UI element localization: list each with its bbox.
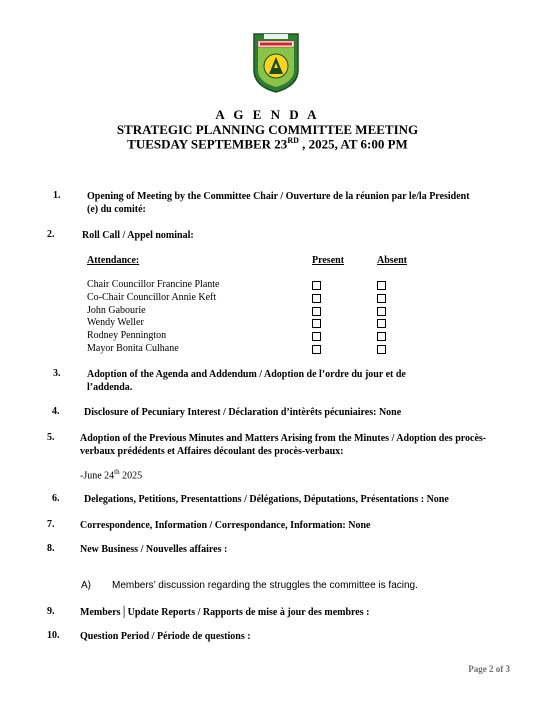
absent-checkbox[interactable] bbox=[377, 319, 386, 328]
absent-checkbox[interactable] bbox=[377, 294, 386, 303]
page-number: Page 2 of 3 bbox=[468, 664, 510, 674]
item-number: 4. bbox=[52, 406, 60, 417]
item-correspondence: Correspondence, Information / Correspondance, Information: None bbox=[80, 520, 371, 531]
absent-column-header: Absent bbox=[377, 255, 408, 266]
item-number: 10. bbox=[47, 630, 60, 641]
item-roll-call: Roll Call / Appel nominal: bbox=[82, 230, 194, 241]
present-checkbox[interactable] bbox=[312, 345, 321, 354]
item-delegations: Delegations, Petitions, Presentattions / Délégations, Députations, Présentations : None bbox=[84, 494, 449, 505]
meeting-date: TUESDAY SEPTEMBER 23RD , 2025, AT 6:00 PM bbox=[127, 136, 408, 152]
present-checkbox[interactable] bbox=[312, 332, 321, 341]
absent-checkbox[interactable] bbox=[377, 307, 386, 316]
attendance-header: Attendance: bbox=[87, 255, 140, 266]
absent-checkbox[interactable] bbox=[377, 281, 386, 290]
meeting-title: STRATEGIC PLANNING COMMITTEE MEETING bbox=[116, 122, 419, 137]
attendee-name: Wendy Weller bbox=[87, 317, 144, 328]
absent-checkbox[interactable] bbox=[377, 345, 386, 354]
absent-checkbox[interactable] bbox=[377, 332, 386, 341]
attendee-name: Co-Chair Councillor Annie Keft bbox=[87, 292, 217, 303]
attendee-name: Chair Councillor Francine Plante bbox=[87, 279, 220, 290]
agenda-title: A G E N D A bbox=[215, 107, 320, 122]
item-previous-minutes: Adoption of the Previous Minutes and Matters Arising from the Minutes / Adoption des procès-verbaux prédédents et Affaires découlant des procès-verbaux: bbox=[80, 433, 487, 457]
attendee-name: Rodney Pennington bbox=[87, 330, 167, 341]
item-number: 3. bbox=[53, 368, 61, 379]
item-number: 5. bbox=[47, 432, 55, 443]
minutes-date: -June 24th 2025 bbox=[80, 468, 143, 482]
item-opening-of-meeting: Opening of Meeting by the Committee Chair / Ouverture de la réunion par le/la President (e) du comité: bbox=[87, 191, 470, 215]
item-number: 9. bbox=[47, 606, 55, 617]
item-new-business: New Business / Nouvelles affaires : bbox=[80, 544, 228, 555]
item-number: 6. bbox=[52, 493, 60, 504]
present-checkbox[interactable] bbox=[312, 307, 321, 316]
item-pecuniary-interest: Disclosure of Pecuniary Interest / Déclaration d’intèrêts pécuniaires: None bbox=[84, 407, 402, 418]
sub-item-label: A) bbox=[81, 580, 91, 591]
item-number: 7. bbox=[47, 519, 55, 530]
item-adoption-of-agenda: Adoption of the Agenda and Addendum / Adoption de l’ordre du jour et de l’addenda. bbox=[87, 369, 406, 393]
present-checkbox[interactable] bbox=[312, 319, 321, 328]
item-member-reports: Members│Update Reports / Rapports de mise à jour des membres : bbox=[80, 607, 370, 618]
present-checkbox[interactable] bbox=[312, 294, 321, 303]
sub-item-text: Members’ discussion regarding the struggles the committee is facing. bbox=[112, 580, 418, 591]
attendee-name: Mayor Bonita Culhane bbox=[87, 343, 179, 354]
present-column-header: Present bbox=[312, 255, 345, 266]
item-number: 2. bbox=[47, 229, 55, 240]
item-number: 1. bbox=[53, 190, 61, 201]
item-question-period: Question Period / Période de questions : bbox=[80, 631, 251, 642]
attendee-name: John Gabourie bbox=[87, 305, 146, 316]
municipal-seal-logo bbox=[250, 30, 302, 94]
present-checkbox[interactable] bbox=[312, 281, 321, 290]
item-number: 8. bbox=[47, 543, 55, 554]
